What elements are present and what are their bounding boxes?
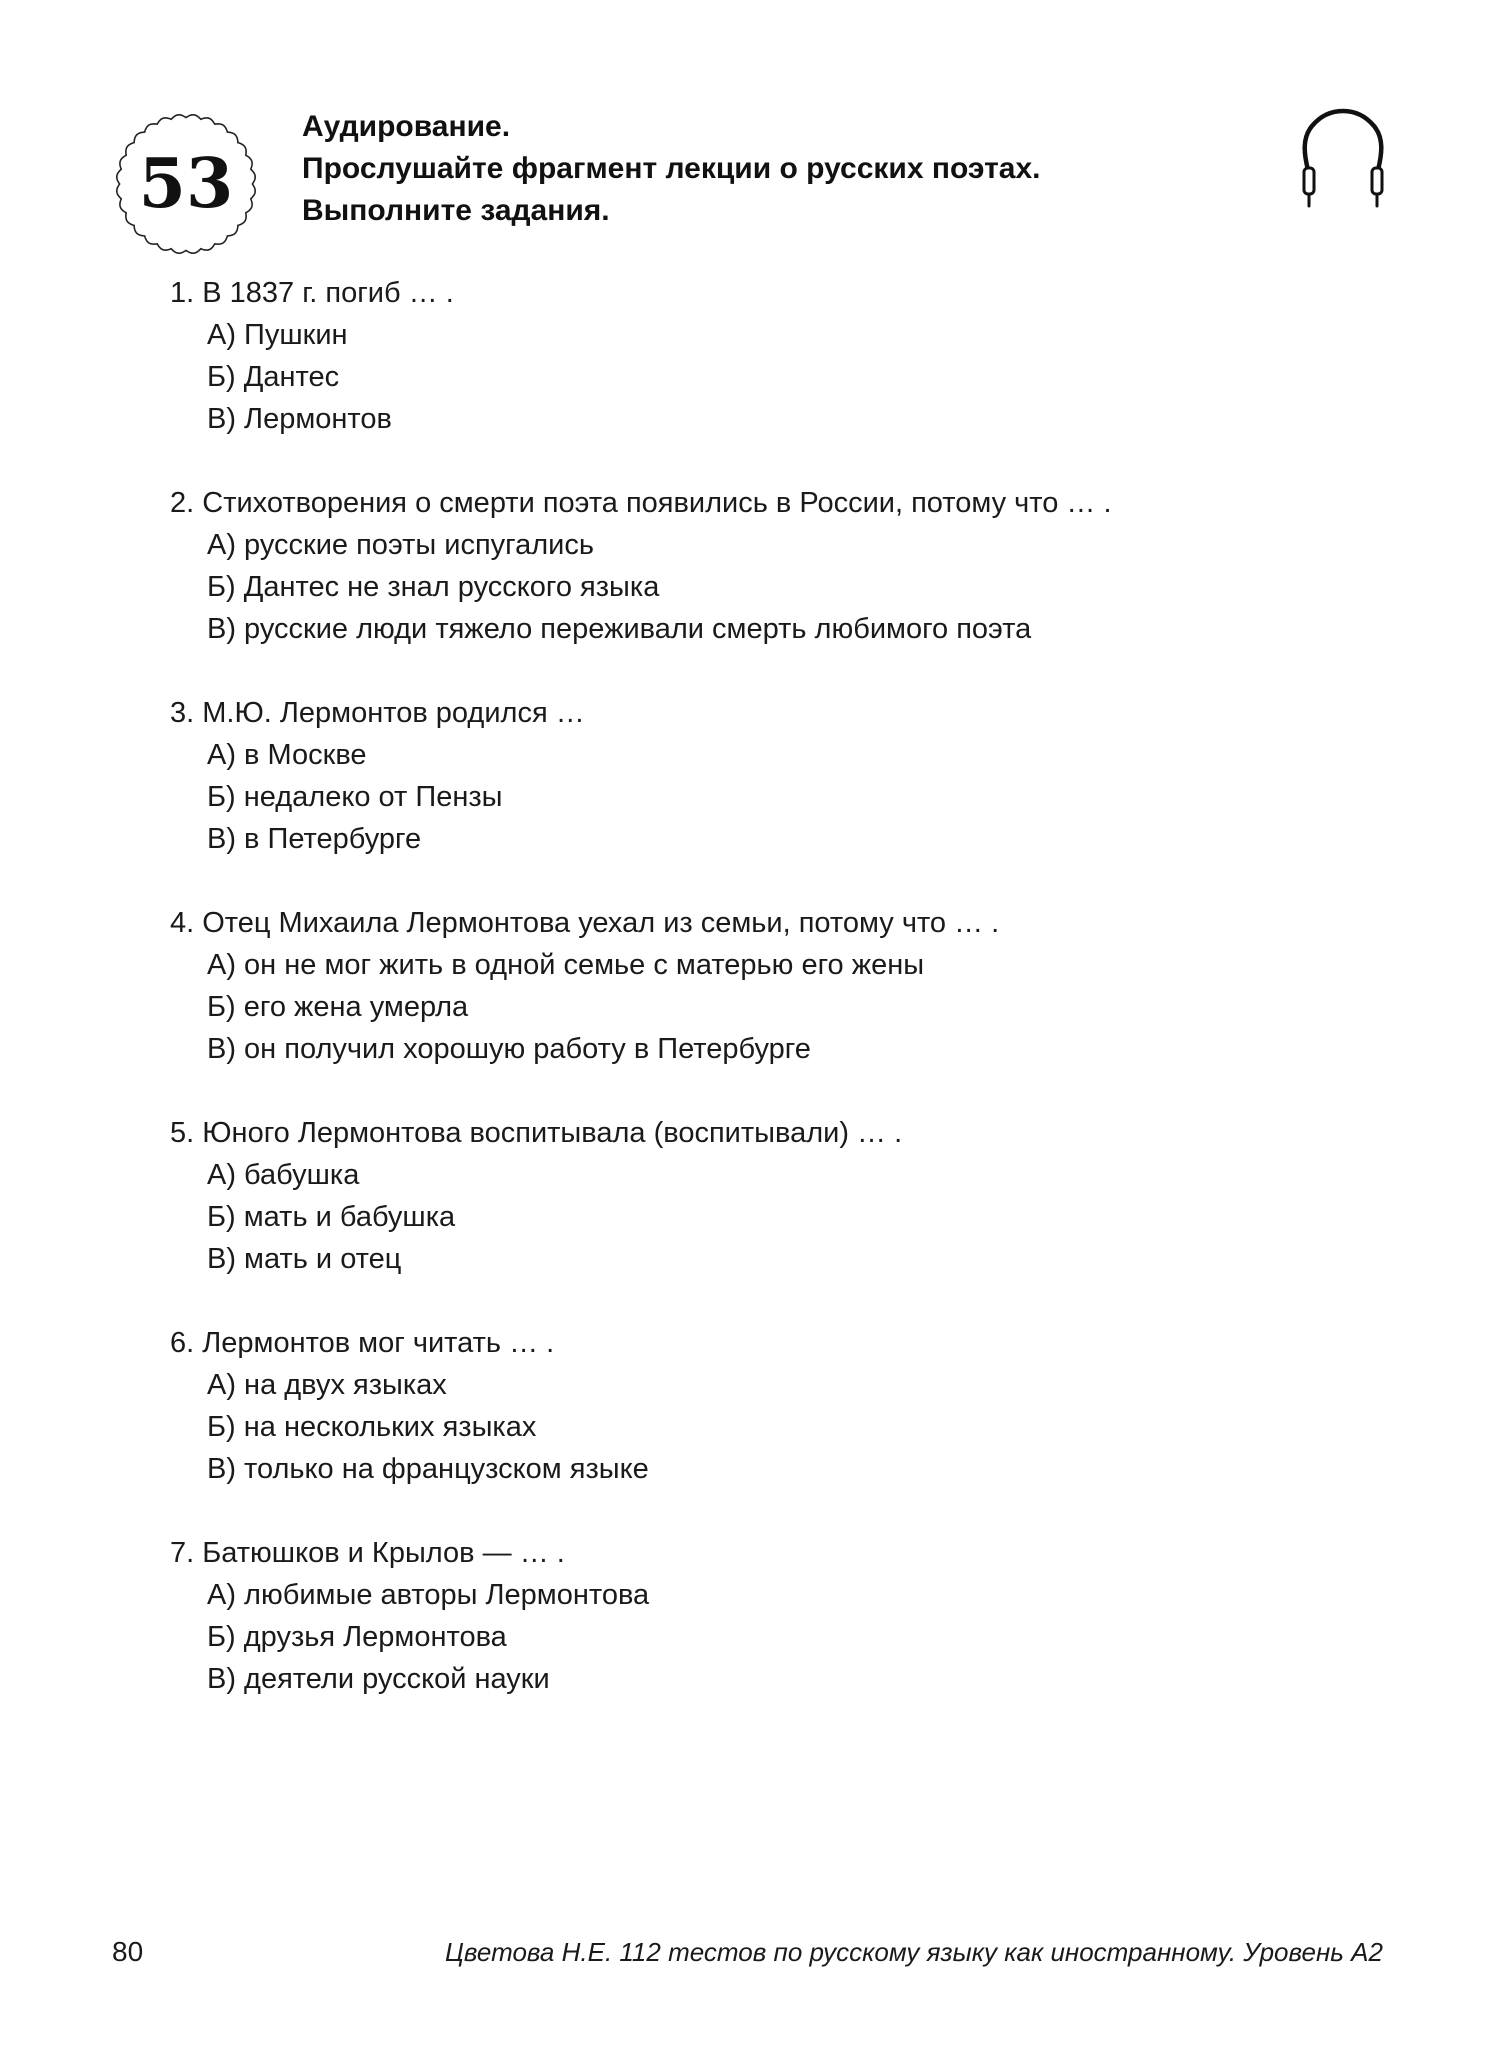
- answer-option[interactable]: Б) его жена умерла: [207, 991, 469, 1023]
- question-text: [170, 482, 1370, 524]
- question-prompt: Батюшков и Крылов — … .: [202, 1537, 565, 1569]
- question-list: [170, 272, 1370, 1742]
- question-prompt: Лермонтов мог читать … .: [202, 1327, 555, 1359]
- answer-option[interactable]: А) в Москве: [207, 739, 367, 771]
- heading-line: Прослушайте фрагмент лекции о русских поэтах.: [302, 152, 1041, 185]
- question-prompt: Отец Михаила Лермонтова уехал из семьи, потому что … .: [202, 907, 1000, 939]
- answer-option[interactable]: В) мать и отец: [207, 1243, 402, 1275]
- question-prompt: Стихотворения о смерти поэта появились в России, потому что … .: [202, 487, 1112, 519]
- question-5: [170, 1112, 1370, 1280]
- answer-option[interactable]: А) бабушка: [207, 1159, 360, 1191]
- question-text: [170, 1322, 1370, 1364]
- answer-option[interactable]: В) только на французском языке: [207, 1453, 649, 1485]
- answer-option[interactable]: А) Пушкин: [207, 319, 348, 351]
- question-number: 2.: [170, 487, 195, 519]
- answer-option[interactable]: Б) мать и бабушка: [207, 1201, 456, 1233]
- question-number: 1.: [170, 277, 195, 309]
- answer-option[interactable]: А) он не мог жить в одной семье с матерью его жены: [207, 949, 925, 981]
- footer-citation: Цветова Н.Е. 112 тестов по русскому языку как иностранному. Уровень А2: [445, 1937, 1383, 1967]
- question-prompt: Юного Лермонтова воспитывала (воспитывали) … .: [202, 1117, 903, 1149]
- question-2: [170, 482, 1370, 650]
- exercise-heading: [302, 106, 1041, 232]
- question-1: [170, 272, 1370, 440]
- question-7: [170, 1532, 1370, 1700]
- answer-option[interactable]: Б) недалеко от Пензы: [207, 781, 503, 813]
- exercise-number-badge: [112, 110, 260, 258]
- answer-option[interactable]: А) любимые авторы Лермонтова: [207, 1579, 650, 1611]
- answer-option[interactable]: А) на двух языках: [207, 1369, 447, 1401]
- question-text: [170, 272, 1370, 314]
- question-prompt: В 1837 г. погиб … .: [202, 277, 454, 309]
- question-3: [170, 692, 1370, 860]
- question-4: [170, 902, 1370, 1070]
- question-text: [170, 902, 1370, 944]
- answer-option[interactable]: Б) друзья Лермонтова: [207, 1621, 507, 1653]
- answer-option[interactable]: А) русские поэты испугались: [207, 529, 594, 561]
- answer-option[interactable]: В) русские люди тяжело переживали смерть любимого поэта: [207, 613, 1032, 645]
- question-6: [170, 1322, 1370, 1490]
- question-text: [170, 1112, 1370, 1154]
- answer-option[interactable]: В) Лермонтов: [207, 403, 392, 435]
- answer-option[interactable]: В) деятели русской науки: [207, 1663, 550, 1695]
- question-number: 4.: [170, 907, 195, 939]
- question-number: 7.: [170, 1537, 195, 1569]
- answer-option[interactable]: Б) Дантес: [207, 361, 340, 393]
- heading-line: Аудирование.: [302, 110, 511, 143]
- question-prompt: М.Ю. Лермонтов родился …: [202, 697, 585, 729]
- exercise-number: 53: [138, 144, 234, 224]
- answer-option[interactable]: Б) Дантес не знал русского языка: [207, 571, 660, 603]
- question-number: 5.: [170, 1117, 195, 1149]
- question-text: [170, 692, 1370, 734]
- heading-line: Выполните задания.: [302, 194, 610, 227]
- page-number: 80: [112, 1936, 144, 1967]
- answer-option[interactable]: В) в Петербурге: [207, 823, 422, 855]
- question-number: 6.: [170, 1327, 195, 1359]
- answer-option[interactable]: В) он получил хорошую работу в Петербурге: [207, 1033, 811, 1065]
- answer-option[interactable]: Б) на нескольких языках: [207, 1411, 537, 1443]
- headphones-icon: [1298, 108, 1388, 213]
- question-number: 3.: [170, 697, 195, 729]
- question-text: [170, 1532, 1370, 1574]
